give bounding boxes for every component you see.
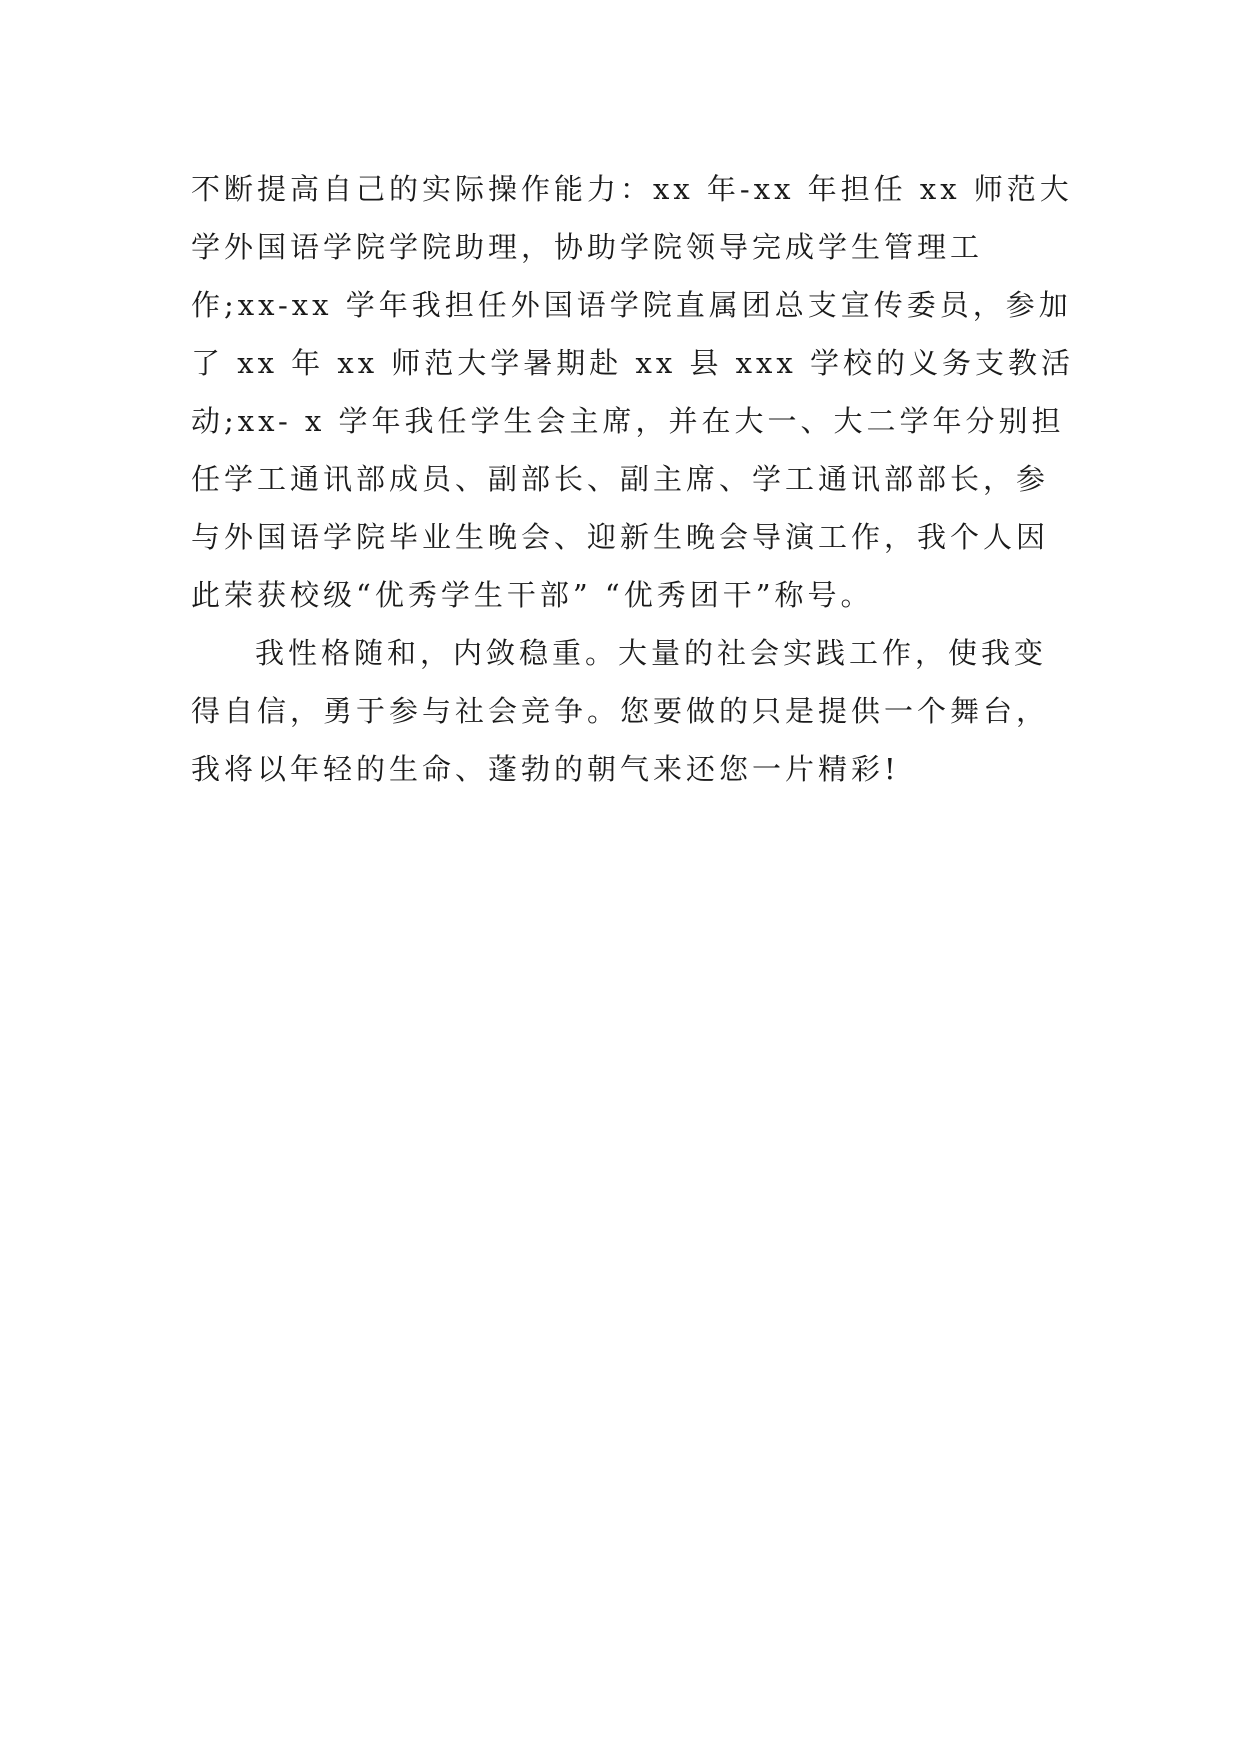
paragraph-line: 作;xx-xx 学年我担任外国语学院直属团总支宣传委员，参加 [191,288,1072,322]
paragraph-line: 得自信，勇于参与社会竞争。您要做的只是提供一个舞台， [191,694,1050,728]
paragraph-line: 不断提高自己的实际操作能力：xx 年-xx 年担任 xx 师范大 [191,172,1073,206]
paragraph-line: 动;xx- x 学年我任学生会主席，并在大一、大二学年分别担 [191,404,1065,438]
paragraph-line: 任学工通讯部成员、副部长、副主席、学工通讯部部长，参 [191,462,1050,496]
document-body [191,160,1074,798]
paragraph-1 [191,160,1074,624]
paragraph-line: 学外国语学院学院助理，协助学院领导完成学生管理工 [191,230,984,264]
paragraph-line: 与外国语学院毕业生晚会、迎新生晚会导演工作，我个人因 [191,520,1050,554]
paragraph-line: 我将以年轻的生命、蓬勃的朝气来还您一片精彩! [191,752,900,786]
paragraph-line: 此荣获校级“优秀学生干部” “优秀团干”称号。 [191,578,874,612]
paragraph-line: 了 xx 年 xx 师范大学暑期赴 xx 县 xxx 学校的义务支教活 [191,346,1074,380]
paragraph-line: 我性格随和，内敛稳重。大量的社会实践工作，使我变 [255,636,1048,670]
paragraph-2 [191,624,1051,798]
